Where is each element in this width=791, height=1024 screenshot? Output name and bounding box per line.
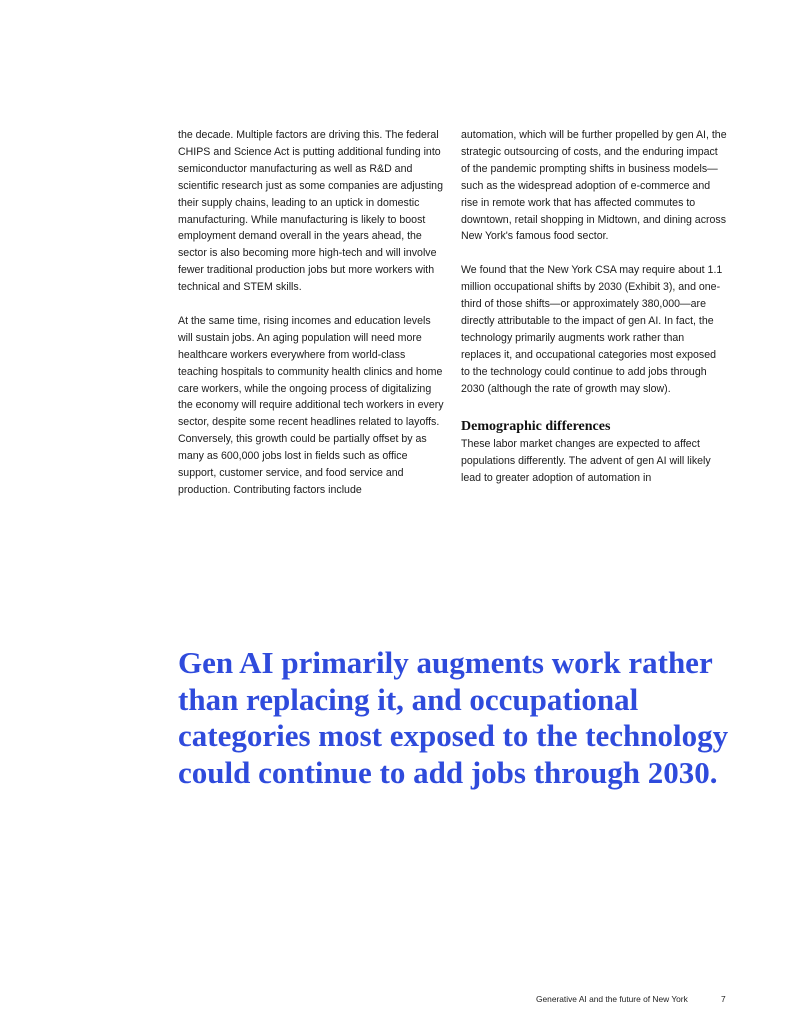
body-paragraph-4: We found that the New York CSA may require about 1.1 million occupational shifts by 2030 (Exhibit 3), and one-third of those shifts—or approximately 380,000—are directly attributable to the impact of gen AI. In fact, the technology primarily augments work rather than replaces it, and occupational categories most exposed to the technology could continue to add jobs through 2030 (although the rate of growth may slow). bbox=[461, 264, 723, 395]
body-paragraph-5: These labor market changes are expected to affect populations differently. The advent of gen AI will likely lead to greater adoption of automation in bbox=[461, 438, 711, 485]
right-text-column bbox=[461, 127, 727, 504]
body-paragraph-1: the decade. Multiple factors are driving this. The federal CHIPS and Science Act is putting additional funding into semiconductor manufacturing as well as R&D and scientific research just as some companies are adjusting their supply chains, leading to an uptick in domestic manufacturing. While manufacturing is likely to boost employment demand overall in the years ahead, the sector is also becoming more high-tech and will involve fewer traditional production jobs but more workers with technical and STEM skills. bbox=[178, 129, 443, 294]
section-subheading: Demographic differences bbox=[461, 419, 611, 435]
body-paragraph-3: automation, which will be further propelled by gen AI, the strategic outsourcing of costs, and the enduring impact of the pandemic prompting shifts in business models—such as the widespread adoption of e-commerce and rise in remote work that has affected commutes to downtown, retail shopping in Midtown, and dining across New York's famous food sector. bbox=[461, 129, 727, 243]
body-paragraph-2: At the same time, rising incomes and education levels will sustain jobs. An aging population will need more healthcare workers everywhere from world-class teaching hospitals to community health clinics and home care workers, while the ongoing process of digitalizing the economy will require additional tech workers in every sector, despite some recent headlines related to layoffs. Conversely, this growth could be partially offset by as many as 600,000 jobs lost in fields such as office support, customer service, and food service and production. Contributing factors include bbox=[178, 314, 444, 497]
left-text-column bbox=[178, 127, 446, 516]
page-number: 7 bbox=[721, 994, 726, 1004]
footer-publication-title: Generative AI and the future of New York bbox=[536, 994, 688, 1004]
pull-quote: Gen AI primarily augments work rather than replacing it, and occupational categories most exposed to the technology could continue to add jobs through 2030. bbox=[178, 645, 729, 790]
